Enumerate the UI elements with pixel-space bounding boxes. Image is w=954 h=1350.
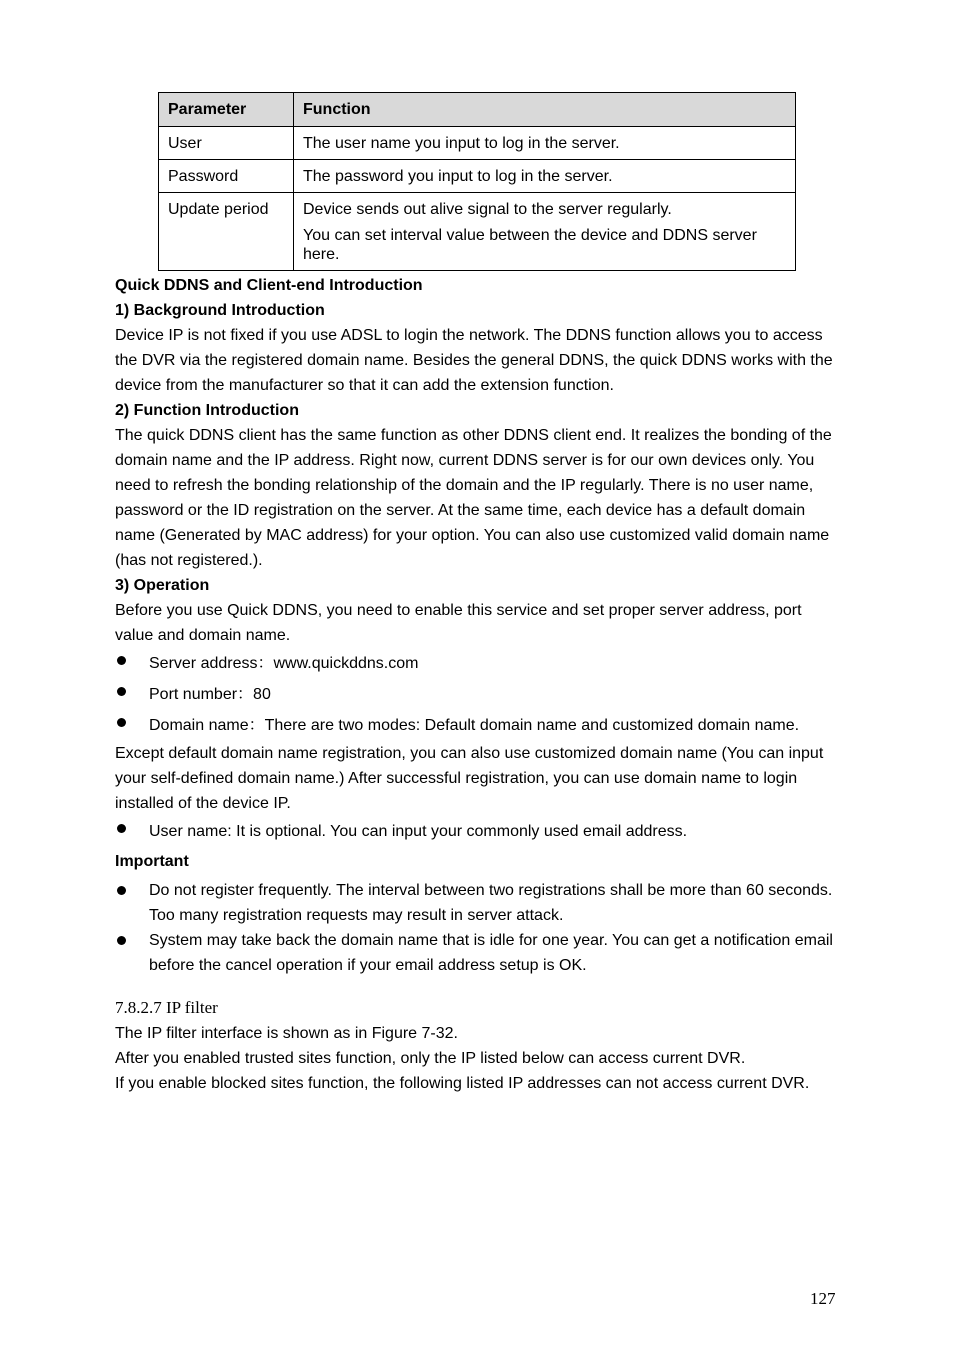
background-paragraph: Device IP is not fixed if you use ADSL to login the network. The DDNS function allows you to access the DVR via the registered domain name. Besides the general DDNS, the quick DDNS works with the device from the manufacturer so that it can add the extension function.	[115, 327, 833, 394]
page-number: 127	[810, 1289, 836, 1308]
table-header-row	[159, 93, 796, 127]
bullet-icon	[117, 824, 126, 833]
list-item	[115, 816, 843, 847]
list-item	[115, 928, 843, 978]
function-text: Device sends out alive signal to the server regularly.	[303, 201, 672, 218]
bullet-text: Server address：www.quickddns.com	[149, 655, 419, 672]
operation-paragraph: Before you use Quick DDNS, you need to enable this service and set proper server address, port value and domain name.	[115, 602, 802, 644]
bullet-text: System may take back the domain name that is idle for one year. You can get a notification email before the cancel operation if your email address setup is OK.	[149, 932, 833, 974]
bullet-text: Do not register frequently. The interval between two registrations shall be more than 60 seconds. Too many registration requests may result in server attack.	[149, 882, 833, 924]
important-bullet-list	[115, 878, 843, 978]
operation-heading: 3) Operation	[115, 577, 210, 594]
bullet-icon	[117, 687, 126, 696]
bullet-icon	[117, 718, 126, 727]
function-text: You can set interval value between the device and DDNS server here.	[303, 227, 757, 263]
column-header-parameter: Parameter	[159, 93, 294, 127]
document-body	[115, 273, 843, 1096]
quick-ddns-title: Quick DDNS and Client-end Introduction	[115, 277, 423, 294]
function-cell	[294, 193, 796, 271]
bullet-icon	[117, 936, 126, 945]
param-cell: Update period	[159, 193, 294, 271]
bullet-icon	[117, 886, 126, 895]
function-heading: 2) Function Introduction	[115, 402, 299, 419]
ip-filter-line: If you enable blocked sites function, the following listed IP addresses can not access current DVR.	[115, 1075, 810, 1092]
table-row	[159, 160, 796, 193]
function-text: The password you input to log in the server.	[303, 168, 613, 185]
column-header-function: Function	[294, 93, 796, 127]
important-heading: Important	[115, 853, 189, 870]
function-text: The user name you input to log in the server.	[303, 135, 620, 152]
list-item	[115, 878, 843, 928]
background-heading: 1) Background Introduction	[115, 302, 325, 319]
list-item	[115, 679, 843, 710]
function-cell	[294, 127, 796, 160]
function-paragraph: The quick DDNS client has the same function as other DDNS client end. It realizes the bonding of the domain name and the IP address. Right now, current DDNS server is for our own devices only. You need to refresh the bonding relationship of the domain and the IP regularly. There is no user name, password or the ID registration on the server. At the same time, each device has a default domain name (Generated by MAC address) for your option. You can also use customized valid domain name (has not registered.).	[115, 427, 832, 569]
bullet-icon	[117, 656, 126, 665]
ip-filter-line: The IP filter interface is shown as in Figure 7-32.	[115, 1025, 458, 1042]
bullet-text: User name: It is optional. You can input your commonly used email address.	[149, 823, 688, 840]
user-bullet-list	[115, 816, 843, 847]
table-row	[159, 193, 796, 271]
ip-filter-heading: 7.8.2.7 IP filter	[115, 998, 218, 1017]
param-cell: Password	[159, 160, 294, 193]
operation-bullet-list	[115, 648, 843, 741]
table-row	[159, 127, 796, 160]
param-cell: User	[159, 127, 294, 160]
list-item	[115, 710, 843, 741]
ip-filter-line: After you enabled trusted sites function, only the IP listed below can access current DVR.	[115, 1050, 746, 1067]
function-cell	[294, 160, 796, 193]
parameter-table	[158, 92, 796, 271]
bullet-text: Domain name：There are two modes: Default domain name and customized domain name.	[149, 717, 800, 734]
list-item	[115, 648, 843, 679]
except-paragraph: Except default domain name registration, you can also use customized domain name (You can input your self-defined domain name.) After successful registration, you can use domain name to login installed of the device IP.	[115, 745, 824, 812]
bullet-text: Port number：80	[149, 686, 271, 703]
